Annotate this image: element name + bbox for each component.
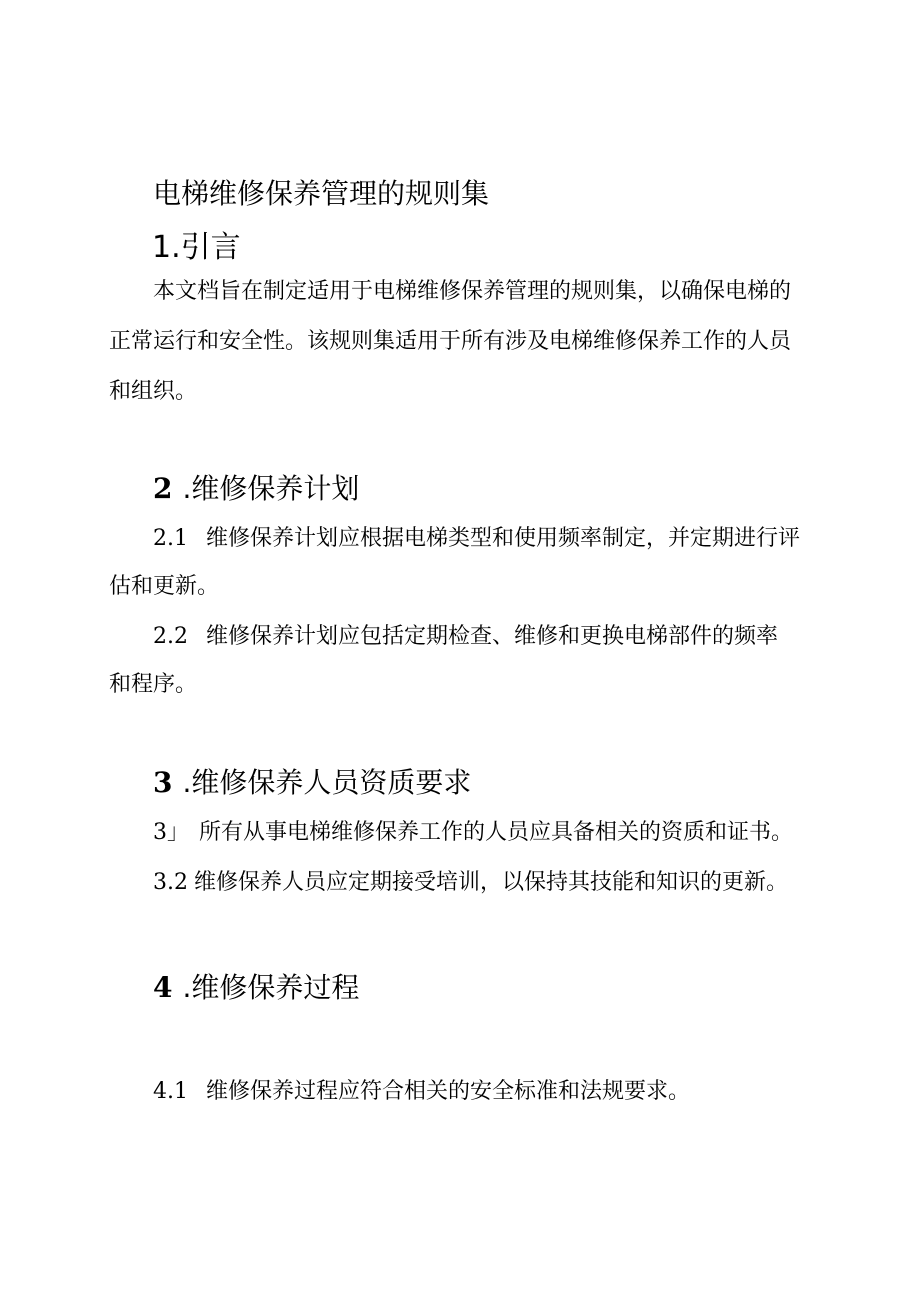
item-3-2-line-1: [153, 865, 788, 896]
item-2-2-line-1: [153, 619, 778, 650]
item-2-2-text: 维修保养计划应包括定期检查、维修和更换电梯部件的频率: [206, 624, 779, 649]
document-title: 电梯维修保养管理的规则集: [153, 177, 490, 210]
section-3-heading-text: .维修保养人员资质要求: [182, 766, 472, 799]
item-3-1-text: 所有从事电梯维修保养工作的人员应具备相关的资质和证书。: [199, 820, 794, 845]
item-2-1-text: 维修保养计划应根据电梯类型和使用频率制定，并定期进行评: [206, 526, 801, 551]
item-3-1-number: 3」: [153, 820, 189, 845]
section-4-heading-number: 4: [153, 971, 173, 1004]
item-4-1-number: 4.1: [153, 1079, 188, 1104]
item-2-2-number: 2.2: [153, 624, 188, 649]
item-2-1-number: 2.1: [153, 526, 188, 551]
section-2-heading: [153, 467, 359, 507]
item-3-1-line-1: [153, 815, 793, 846]
item-4-1-text: 维修保养过程应符合相关的安全标准和法规要求。: [206, 1079, 691, 1104]
item-2-1-line-1: [153, 521, 800, 552]
section-4-heading: [153, 966, 359, 1006]
section-3-heading: [153, 761, 471, 801]
section-3-heading-number: 3: [153, 766, 173, 799]
item-3-2-number: 3.2: [153, 870, 188, 895]
item-4-1-line-1: [153, 1074, 690, 1105]
section-1-paragraph-line-1: 本文档旨在制定适用于电梯维修保养管理的规则集，以确保电梯的: [153, 279, 792, 304]
section-4-heading-text: .维修保养过程: [182, 971, 360, 1004]
section-1-paragraph-line-3: 和组织。: [109, 379, 198, 404]
section-2-heading-number: 2: [153, 472, 173, 505]
section-2-heading-text: .维修保养计划: [182, 472, 360, 505]
section-1-paragraph-line-2: 正常运行和安全性。该规则集适用于所有涉及电梯维修保养工作的人员: [109, 329, 792, 354]
item-3-2-text: 维修保养人员应定期接受培训，以保持其技能和知识的更新。: [194, 870, 789, 895]
item-2-2-line-2: 和程序。: [109, 672, 198, 697]
section-1-heading: 1.引言: [152, 230, 241, 265]
item-2-1-line-2: 估和更新。: [109, 574, 220, 599]
